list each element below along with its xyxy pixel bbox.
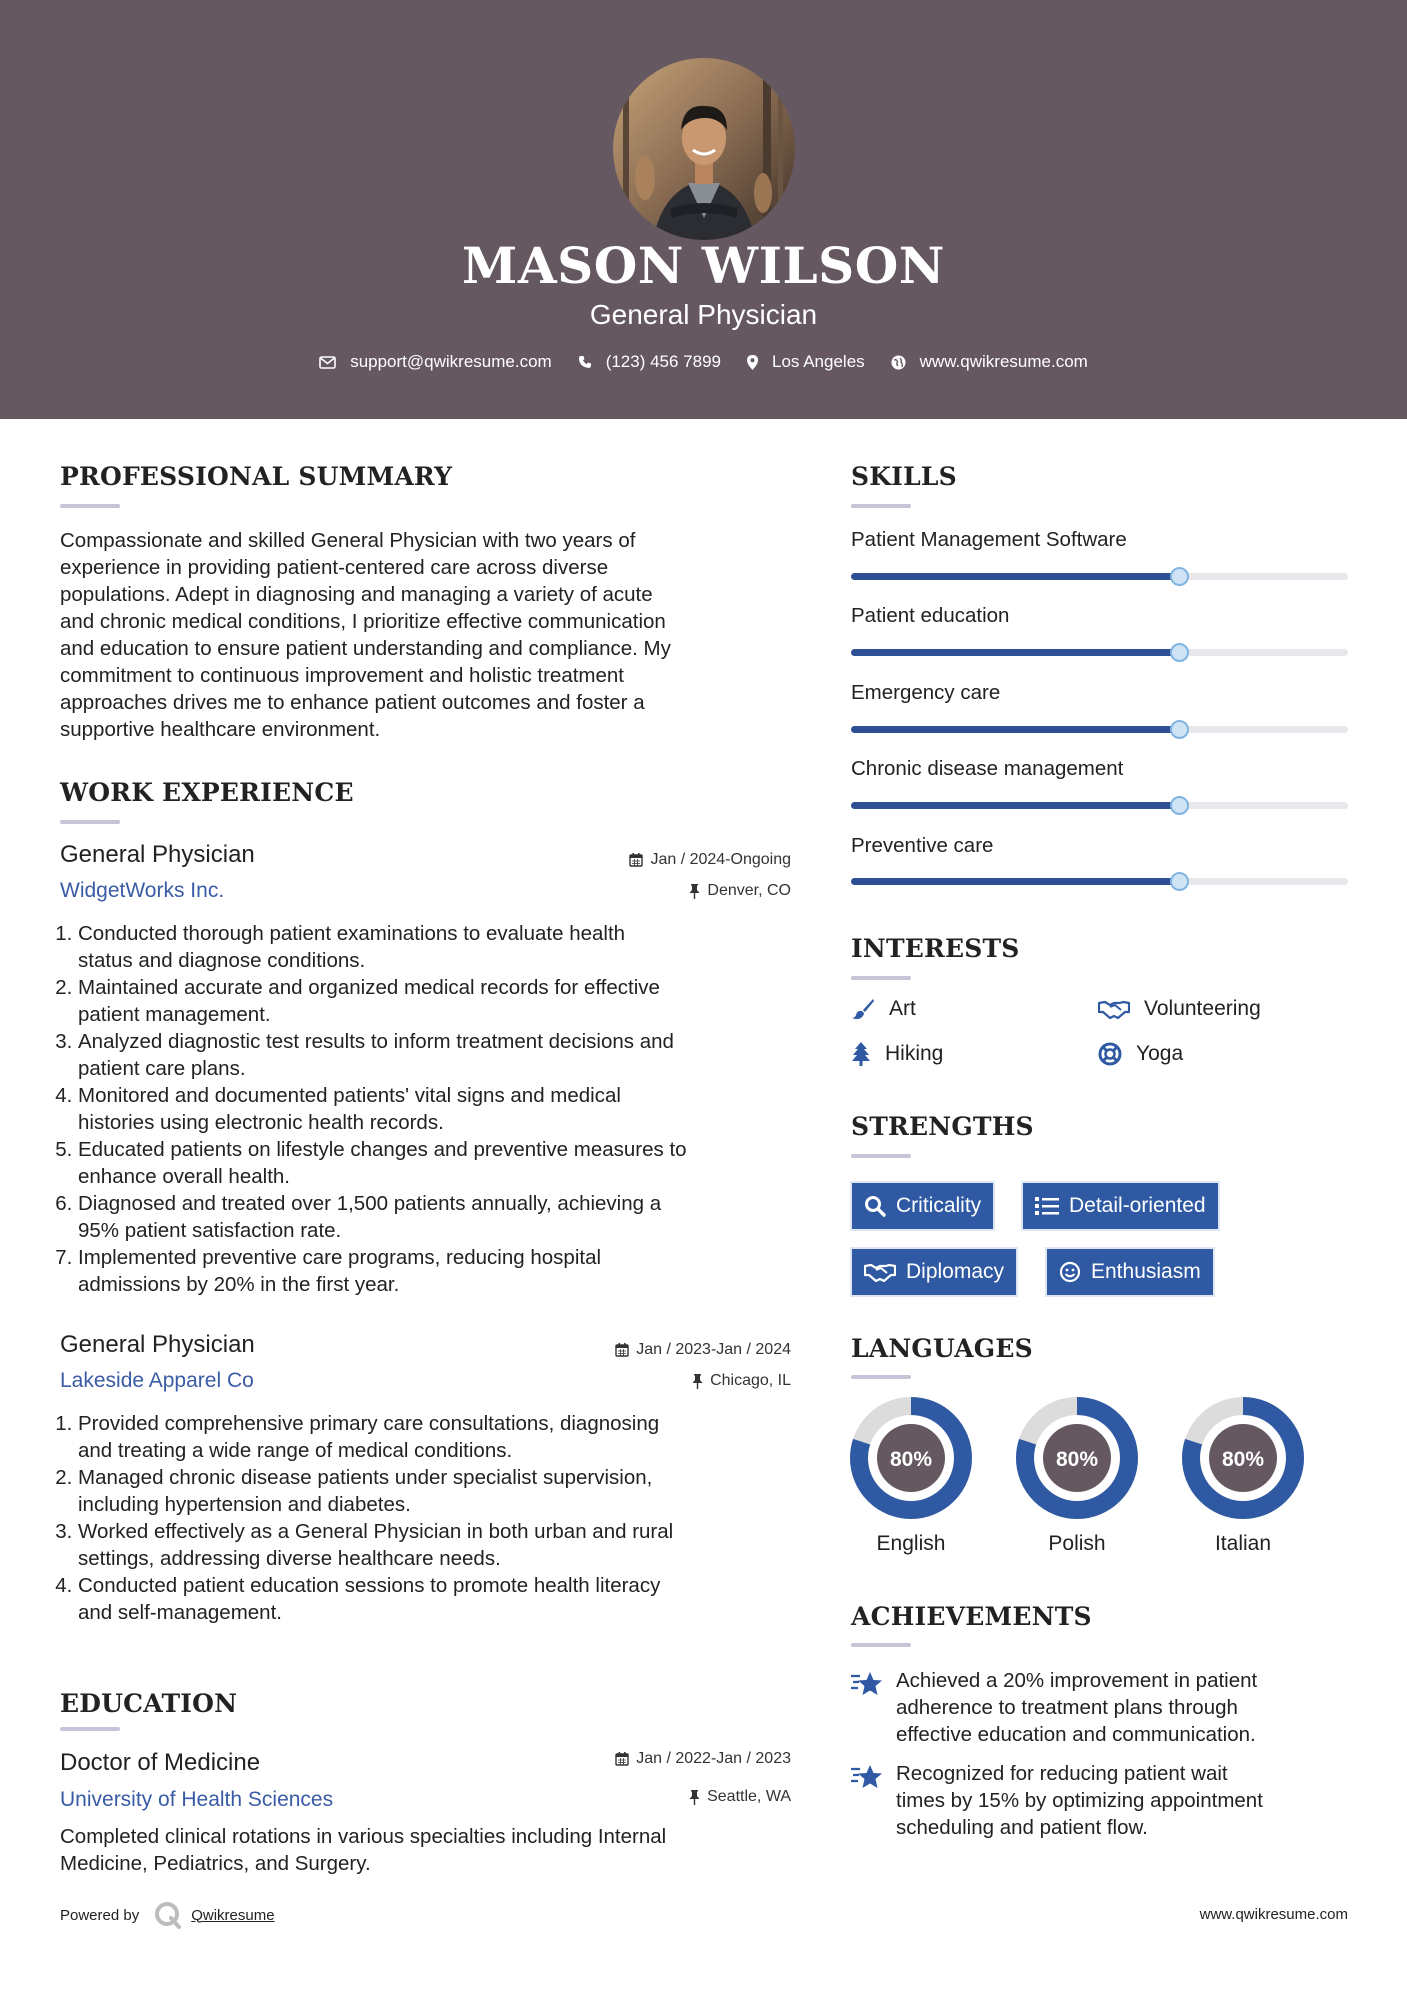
achievement-line: Recognized for reducing patient wait — [896, 1762, 1228, 1785]
interest-label: Volunteering — [1144, 997, 1261, 1020]
education-heading: EDUCATION — [60, 1689, 238, 1718]
strength-badge — [850, 1181, 995, 1231]
education-heading-rule — [60, 1727, 120, 1731]
bullet-line: and self-management. — [78, 1601, 282, 1624]
list-item — [78, 974, 800, 1028]
strength-badge — [1045, 1247, 1215, 1297]
search-icon — [864, 1195, 886, 1217]
bullet-line: 4. Conducted patient education sessions to promote health literacy — [78, 1574, 661, 1597]
list-icon — [1035, 1196, 1059, 1216]
strength-label: Diplomacy — [906, 1260, 1005, 1283]
language-label: Italian — [1214, 1532, 1272, 1555]
skill-bar-fill — [851, 649, 1179, 656]
footer-powered-by — [60, 1900, 275, 1930]
job-dates — [629, 851, 791, 869]
skill-bar-knob — [1170, 720, 1189, 739]
list-item — [78, 1082, 800, 1136]
job-location-text: Denver, CO — [707, 882, 791, 899]
achievements-heading: ACHIEVEMENTS — [851, 1602, 1092, 1631]
languages-heading-rule — [851, 1375, 911, 1379]
job-location-text: Chicago, IL — [710, 1372, 791, 1389]
strength-label: Criticality — [896, 1194, 982, 1217]
phone-text: (123) 456 7899 — [605, 352, 722, 371]
language-gauge — [1181, 1396, 1305, 1524]
candidate-title: General Physician — [589, 299, 818, 330]
skill-label: Emergency care — [851, 681, 1001, 704]
list-item — [78, 1410, 800, 1464]
website-text: www.qwikresume.com — [919, 352, 1088, 371]
interest-label: Hiking — [885, 1042, 944, 1065]
calendar-icon — [615, 1343, 629, 1357]
job-bullets — [60, 920, 800, 1298]
bullet-line: 4. Monitored and documented patients' vital signs and medical — [78, 1084, 621, 1107]
bullet-line: 7. Implemented preventive care programs, reducing hospital — [78, 1246, 602, 1269]
skill-bar — [851, 802, 1348, 809]
summary-text — [60, 527, 800, 743]
interests-heading: INTERESTS — [851, 934, 1020, 963]
smile-icon — [1059, 1261, 1081, 1283]
contact-bar — [0, 352, 1407, 372]
language-label: Polish — [1048, 1532, 1106, 1555]
paintbrush-icon — [851, 998, 875, 1020]
skill-bar-knob — [1170, 796, 1189, 815]
summary-line: experience in providing patient-centered care across diverse — [60, 556, 609, 579]
achievement-item — [896, 1667, 1346, 1748]
pushpin-icon — [689, 884, 700, 899]
profile-photo — [613, 58, 795, 240]
skill-bar-knob — [1170, 872, 1189, 891]
education-line: Medicine, Pediatrics, and Surgery. — [60, 1852, 371, 1875]
summary-line: approaches drives me to enhance patient outcomes and foster a — [60, 691, 645, 714]
language-percent: 80% — [1221, 1448, 1265, 1471]
star-trophy-icon — [851, 1763, 883, 1791]
summary-line: supportive healthcare environment. — [60, 718, 381, 741]
achievement-line: Achieved a 20% improvement in patient — [896, 1669, 1258, 1692]
job-dates-text: Jan / 2023-Jan / 2024 — [636, 1341, 791, 1358]
achievements-heading-rule — [851, 1643, 911, 1647]
powered-by-text: Powered by — [60, 1906, 140, 1924]
skill-bar-knob — [1170, 643, 1189, 662]
interest-item — [851, 1042, 943, 1066]
skill-bar — [851, 878, 1348, 885]
handshake-icon — [864, 1262, 896, 1282]
bullet-line: 5. Educated patients on lifestyle changes and preventive measures to — [78, 1138, 687, 1161]
education-line: Completed clinical rotations in various specialties including Internal — [60, 1825, 667, 1848]
education-location — [689, 1788, 791, 1806]
bullet-line: admissions by 20% in the first year. — [78, 1273, 400, 1296]
phone-icon — [578, 355, 592, 369]
bullet-line: 6. Diagnosed and treated over 1,500 patients annually, achieving a — [78, 1192, 662, 1215]
star-trophy-icon — [851, 1670, 883, 1698]
degree-title: Doctor of Medicine — [60, 1749, 261, 1776]
summary-line: populations. Adept in diagnosing and managing a variety of acute — [60, 583, 653, 606]
tree-icon — [851, 1042, 871, 1066]
summary-heading: PROFESSIONAL SUMMARY — [60, 462, 453, 491]
bullet-line: settings, addressing diverse healthcare needs. — [78, 1547, 501, 1570]
strength-badge — [850, 1247, 1018, 1297]
job-location — [689, 882, 791, 900]
language-ring — [849, 1396, 973, 1520]
calendar-icon — [615, 1752, 629, 1766]
skill-bar-fill — [851, 573, 1179, 580]
contact-website[interactable] — [891, 352, 1088, 372]
skill-bar — [851, 573, 1348, 580]
language-label: English — [876, 1532, 946, 1555]
skill-bar-fill — [851, 726, 1179, 733]
summary-heading-rule — [60, 504, 120, 508]
footer-website[interactable]: www.qwikresume.com — [1199, 1906, 1348, 1923]
globe-icon — [891, 355, 906, 370]
skills-heading-rule — [851, 504, 911, 508]
education-dates — [615, 1750, 791, 1768]
resume-header — [0, 0, 1407, 419]
interest-item — [851, 997, 916, 1021]
job-bullets — [60, 1410, 800, 1626]
bullet-line: patient care plans. — [78, 1057, 246, 1080]
achievement-line: scheduling and patient flow. — [896, 1816, 1148, 1839]
language-ring — [1015, 1396, 1139, 1520]
summary-line: and chronic medical conditions, I prioritize effective communication — [60, 610, 666, 633]
lifebuoy-icon — [1098, 1042, 1122, 1066]
language-percent: 80% — [1055, 1448, 1099, 1471]
summary-line: commitment to continuous improvement and holistic treatment — [60, 664, 625, 687]
school-name: University of Health Sciences — [60, 1788, 334, 1811]
map-pin-icon — [747, 355, 758, 370]
contact-location — [747, 352, 865, 372]
skill-bar — [851, 649, 1348, 656]
language-gauge — [849, 1396, 973, 1524]
strengths-heading: STRENGTHS — [851, 1112, 1034, 1141]
bullet-line: 2. Managed chronic disease patients under specialist supervision, — [78, 1466, 653, 1489]
company-name: Lakeside Apparel Co — [60, 1369, 254, 1392]
job-location — [692, 1372, 791, 1390]
bullet-line: status and diagnose conditions. — [78, 949, 366, 972]
achievement-line: adherence to treatment plans through — [896, 1696, 1238, 1719]
skill-bar — [851, 726, 1348, 733]
skill-label: Patient education — [851, 604, 1010, 627]
strength-badge — [1021, 1181, 1220, 1231]
qwikresume-logo-icon — [153, 1900, 183, 1930]
bullet-line: 2. Maintained accurate and organized medical records for effective — [78, 976, 660, 999]
handshake-icon — [1098, 999, 1130, 1019]
education-description — [60, 1823, 800, 1877]
skill-label: Preventive care — [851, 834, 994, 857]
bullet-line: 3. Worked effectively as a General Physician in both urban and rural — [78, 1520, 674, 1543]
skills-heading: SKILLS — [851, 462, 957, 491]
list-item — [78, 1572, 800, 1626]
languages-heading: LANGUAGES — [851, 1334, 1033, 1363]
list-item — [78, 1464, 800, 1518]
company-name: WidgetWorks Inc. — [60, 879, 225, 902]
achievement-line: effective education and communication. — [896, 1723, 1256, 1746]
location-text: Los Angeles — [772, 352, 865, 371]
candidate-name: MASON WILSON — [462, 236, 945, 295]
job-title: General Physician — [60, 841, 255, 868]
skill-bar-knob — [1170, 567, 1189, 586]
contact-phone[interactable] — [578, 352, 721, 372]
interests-heading-rule — [851, 976, 911, 980]
achievement-line: times by 15% by optimizing appointment — [896, 1789, 1263, 1812]
list-item — [78, 1244, 800, 1298]
strength-label: Detail-oriented — [1069, 1194, 1206, 1217]
bullet-line: 95% patient satisfaction rate. — [78, 1219, 342, 1242]
job-dates-text: Jan / 2024-Ongoing — [650, 851, 791, 868]
calendar-icon — [629, 853, 643, 867]
achievement-item — [896, 1760, 1346, 1841]
bullet-line: including hypertension and diabetes. — [78, 1493, 411, 1516]
education-dates-text: Jan / 2022-Jan / 2023 — [636, 1750, 791, 1767]
envelope-icon — [319, 356, 336, 369]
list-item — [78, 1518, 800, 1572]
skill-label: Patient Management Software — [851, 528, 1127, 551]
bullet-line: patient management. — [78, 1003, 271, 1026]
job-title: General Physician — [60, 1331, 255, 1358]
work-heading-rule — [60, 820, 120, 824]
interest-label: Art — [889, 997, 916, 1020]
summary-line: and education to ensure patient understanding and compliance. My — [60, 637, 671, 660]
list-item — [78, 1028, 800, 1082]
language-ring — [1181, 1396, 1305, 1520]
education-location-text: Seattle, WA — [707, 1788, 791, 1805]
job-dates — [615, 1341, 791, 1359]
pushpin-icon — [689, 1790, 700, 1805]
strength-label: Enthusiasm — [1091, 1260, 1201, 1283]
summary-line: Compassionate and skilled General Physician with two years of — [60, 529, 636, 552]
skill-bar-fill — [851, 878, 1179, 885]
skill-label: Chronic disease management — [851, 757, 1124, 780]
language-gauge — [1015, 1396, 1139, 1524]
bullet-line: 1. Conducted thorough patient examinations to evaluate health — [78, 922, 626, 945]
interest-item — [1098, 997, 1261, 1021]
strengths-heading-rule — [851, 1154, 911, 1158]
list-item — [78, 920, 800, 974]
list-item — [78, 1136, 800, 1190]
contact-email[interactable] — [319, 352, 552, 372]
work-heading: WORK EXPERIENCE — [60, 778, 354, 807]
interest-label: Yoga — [1136, 1042, 1184, 1065]
bullet-line: and treating a wide range of medical conditions. — [78, 1439, 513, 1462]
pushpin-icon — [692, 1374, 703, 1389]
list-item — [78, 1190, 800, 1244]
email-text: support@qwikresume.com — [350, 352, 552, 371]
qwikresume-link[interactable]: Qwikresume — [191, 1906, 275, 1924]
bullet-line: enhance overall health. — [78, 1165, 290, 1188]
skill-bar-fill — [851, 802, 1179, 809]
bullet-line: 1. Provided comprehensive primary care consultations, diagnosing — [78, 1412, 660, 1435]
interest-item — [1098, 1042, 1183, 1066]
language-percent: 80% — [889, 1448, 933, 1471]
bullet-line: histories using electronic health records. — [78, 1111, 444, 1134]
bullet-line: 3. Analyzed diagnostic test results to inform treatment decisions and — [78, 1030, 674, 1053]
